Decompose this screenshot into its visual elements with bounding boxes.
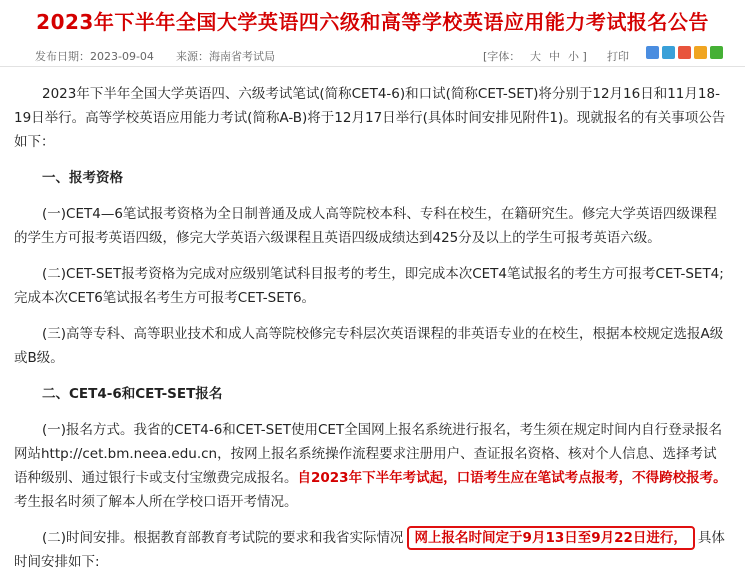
renren-icon[interactable] — [694, 46, 707, 59]
font-size-medium-button[interactable]: 中 — [549, 50, 560, 63]
paragraph-time-schedule — [14, 526, 730, 574]
article-meta-bar — [0, 40, 745, 67]
page-title: 2023年下半年全国大学英语四六级和高等学校英语应用能力考试报名公告 — [36, 10, 709, 34]
print-button[interactable]: 打印 — [607, 50, 629, 63]
sina-weibo-icon[interactable] — [678, 46, 691, 59]
paragraph-ab-eligibility: (三)高等专科、高等职业技术和成人高等院校修完专科层次英语课程的非英语专业的在校生，根据本校规定选报A级或B级。 — [14, 326, 724, 366]
registration-period-highlight: 网上报名时间定于9月13日至9月22日进行， — [407, 526, 695, 550]
publish-date: 发布日期：2023-09-04 — [35, 50, 154, 63]
tencent-weibo-icon[interactable] — [662, 46, 675, 59]
qzone-icon[interactable] — [646, 46, 659, 59]
article-body — [14, 82, 730, 574]
font-size-small-button[interactable]: 小 ] — [568, 50, 587, 63]
time-schedule-continued: 具体时间安排如下: — [14, 530, 725, 570]
paragraph-cet-set-eligibility: (二)CET-SET报考资格为完成对应级别笔试科目报考的考生，即完成本次CET4笔试报名的考生方可报考CET-SET4;完成本次CET6笔试报名考生方可报考CET-SET6。 — [14, 266, 724, 306]
cross-school-warning: 自2023年下半年考试起，口语考生应在笔试考点报考，不得跨校报考。 — [297, 470, 727, 486]
paragraph-registration-method — [14, 418, 730, 514]
registration-method-text: (一)报名方式。我省的CET4-6和CET-SET使用CET全国网上报名系统进行报名，考生须在规定时间内自行登录报名网站http://cet.bm.neea.edu.cn，按网上报名系统操作流程要求注册用户、查证报名资格、核对个人信息、选择考试语种级别、通过银行卡或支付宝缴费完成报名。 — [14, 422, 723, 486]
intro-paragraph: 2023年下半年全国大学英语四、六级考试笔试(简称CET4-6)和口试(简称CET-SET)将分别于12月16日和11月18-19日举行。高等学校英语应用能力考试(简称A-B)将于12月17日举行(具体时间安排见附件1)。现就报名的有关事项公告如下： — [14, 86, 726, 150]
paragraph-cet-eligibility: (一)CET4—6笔试报考资格为全日制普通及成人高等院校本科、专科在校生，在籍研究生。修完大学英语四级课程的学生方可报考英语四级，修完大学英语六级课程且英语四级成绩达到425分及以上的学生可报考英语六级。 — [14, 206, 717, 246]
wechat-icon[interactable] — [710, 46, 723, 59]
font-size-large-button[interactable]: 大 — [530, 50, 541, 63]
section-heading-registration: 二、CET4-6和CET-SET报名 — [42, 386, 223, 402]
font-size-label: [字体： — [483, 50, 521, 63]
section-heading-eligibility: 一、报考资格 — [42, 170, 123, 186]
registration-method-note: 考生报名时须了解本人所在学校口语开考情况。 — [14, 494, 298, 510]
time-schedule-text: (二)时间安排。根据教育部教育考试院的要求和我省实际情况 — [42, 530, 404, 546]
source-label: 来源：海南省考试局 — [176, 50, 275, 63]
